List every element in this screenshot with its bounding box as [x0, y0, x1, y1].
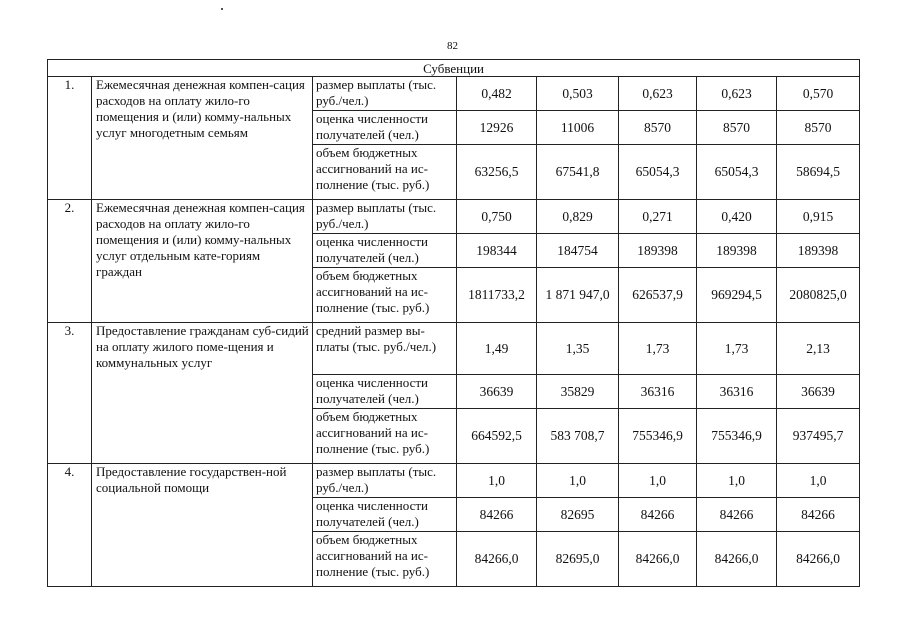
- value-cell: 0,750: [457, 200, 537, 234]
- value-cell: 1,35: [537, 323, 619, 375]
- value-cell: 8570: [697, 111, 777, 145]
- scan-speck: [221, 8, 223, 10]
- value-cell: 82695,0: [537, 532, 619, 587]
- table-body: [48, 60, 860, 587]
- indicator-label: средний размер вы-платы (тыс. руб./чел.): [313, 323, 457, 375]
- row-number: 4.: [48, 464, 92, 587]
- subventions-table: [47, 59, 860, 587]
- value-cell: 0,829: [537, 200, 619, 234]
- value-cell: 63256,5: [457, 145, 537, 200]
- value-cell: 36639: [777, 375, 860, 409]
- value-cell: 755346,9: [619, 409, 697, 464]
- value-cell: 2080825,0: [777, 268, 860, 323]
- value-cell: 184754: [537, 234, 619, 268]
- measure-name: Ежемесячная денежная компен-сация расходов на оплату жило-го помещения и (или) комму-нальных услуг многодетным семьям: [92, 77, 313, 200]
- indicator-label: оценка численности получателей (чел.): [313, 111, 457, 145]
- value-cell: 1,73: [697, 323, 777, 375]
- table-row: [48, 323, 860, 375]
- indicator-label: оценка численности получателей (чел.): [313, 498, 457, 532]
- value-cell: 1,0: [457, 464, 537, 498]
- value-cell: 0,623: [619, 77, 697, 111]
- value-cell: 12926: [457, 111, 537, 145]
- value-cell: 8570: [619, 111, 697, 145]
- value-cell: 35829: [537, 375, 619, 409]
- indicator-label: объем бюджетных ассигнований на ис-полнение (тыс. руб.): [313, 145, 457, 200]
- value-cell: 0,570: [777, 77, 860, 111]
- value-cell: 189398: [619, 234, 697, 268]
- value-cell: 65054,3: [697, 145, 777, 200]
- value-cell: 8570: [777, 111, 860, 145]
- indicator-label: размер выплаты (тыс. руб./чел.): [313, 77, 457, 111]
- indicator-label: оценка численности получателей (чел.): [313, 234, 457, 268]
- value-cell: 36639: [457, 375, 537, 409]
- row-number: 2.: [48, 200, 92, 323]
- value-cell: 0,503: [537, 77, 619, 111]
- value-cell: 0,482: [457, 77, 537, 111]
- row-number: 3.: [48, 323, 92, 464]
- value-cell: 58694,5: [777, 145, 860, 200]
- measure-name: Ежемесячная денежная компен-сация расходов на оплату жило-го помещения и (или) комму-нальных услуг отдельным кате-гориям граждан: [92, 200, 313, 323]
- value-cell: 36316: [619, 375, 697, 409]
- value-cell: 84266: [777, 498, 860, 532]
- value-cell: 67541,8: [537, 145, 619, 200]
- value-cell: 1,73: [619, 323, 697, 375]
- value-cell: 1,0: [537, 464, 619, 498]
- value-cell: 11006: [537, 111, 619, 145]
- section-header: Субвенции: [48, 60, 860, 77]
- value-cell: 937495,7: [777, 409, 860, 464]
- value-cell: 1 871 947,0: [537, 268, 619, 323]
- value-cell: 198344: [457, 234, 537, 268]
- value-cell: 84266,0: [777, 532, 860, 587]
- value-cell: 0,420: [697, 200, 777, 234]
- value-cell: 583 708,7: [537, 409, 619, 464]
- value-cell: 189398: [697, 234, 777, 268]
- section-header-row: [48, 60, 860, 77]
- value-cell: 36316: [697, 375, 777, 409]
- value-cell: 1,0: [619, 464, 697, 498]
- indicator-label: объем бюджетных ассигнований на ис-полнение (тыс. руб.): [313, 268, 457, 323]
- table-row: [48, 464, 860, 498]
- indicator-label: объем бюджетных ассигнований на ис-полнение (тыс. руб.): [313, 532, 457, 587]
- measure-name: Предоставление гражданам суб-сидий на оплату жилого поме-щения и коммунальных услуг: [92, 323, 313, 464]
- indicator-label: размер выплаты (тыс. руб./чел.): [313, 464, 457, 498]
- value-cell: 84266: [697, 498, 777, 532]
- value-cell: 755346,9: [697, 409, 777, 464]
- table-row: [48, 77, 860, 111]
- value-cell: 626537,9: [619, 268, 697, 323]
- indicator-label: размер выплаты (тыс. руб./чел.): [313, 200, 457, 234]
- value-cell: 0,623: [697, 77, 777, 111]
- value-cell: 1,0: [777, 464, 860, 498]
- indicator-label: оценка численности получателей (чел.): [313, 375, 457, 409]
- value-cell: 84266,0: [457, 532, 537, 587]
- value-cell: 1,0: [697, 464, 777, 498]
- measure-name: Предоставление государствен-ной социальной помощи: [92, 464, 313, 587]
- value-cell: 84266,0: [619, 532, 697, 587]
- value-cell: 969294,5: [697, 268, 777, 323]
- value-cell: 0,271: [619, 200, 697, 234]
- value-cell: 82695: [537, 498, 619, 532]
- value-cell: 65054,3: [619, 145, 697, 200]
- value-cell: 664592,5: [457, 409, 537, 464]
- value-cell: 1811733,2: [457, 268, 537, 323]
- value-cell: 2,13: [777, 323, 860, 375]
- value-cell: 84266: [457, 498, 537, 532]
- value-cell: 84266,0: [697, 532, 777, 587]
- value-cell: 0,915: [777, 200, 860, 234]
- value-cell: 1,49: [457, 323, 537, 375]
- value-cell: 189398: [777, 234, 860, 268]
- indicator-label: объем бюджетных ассигнований на ис-полнение (тыс. руб.): [313, 409, 457, 464]
- page-number: 82: [447, 40, 458, 52]
- row-number: 1.: [48, 77, 92, 200]
- value-cell: 84266: [619, 498, 697, 532]
- table-row: [48, 200, 860, 234]
